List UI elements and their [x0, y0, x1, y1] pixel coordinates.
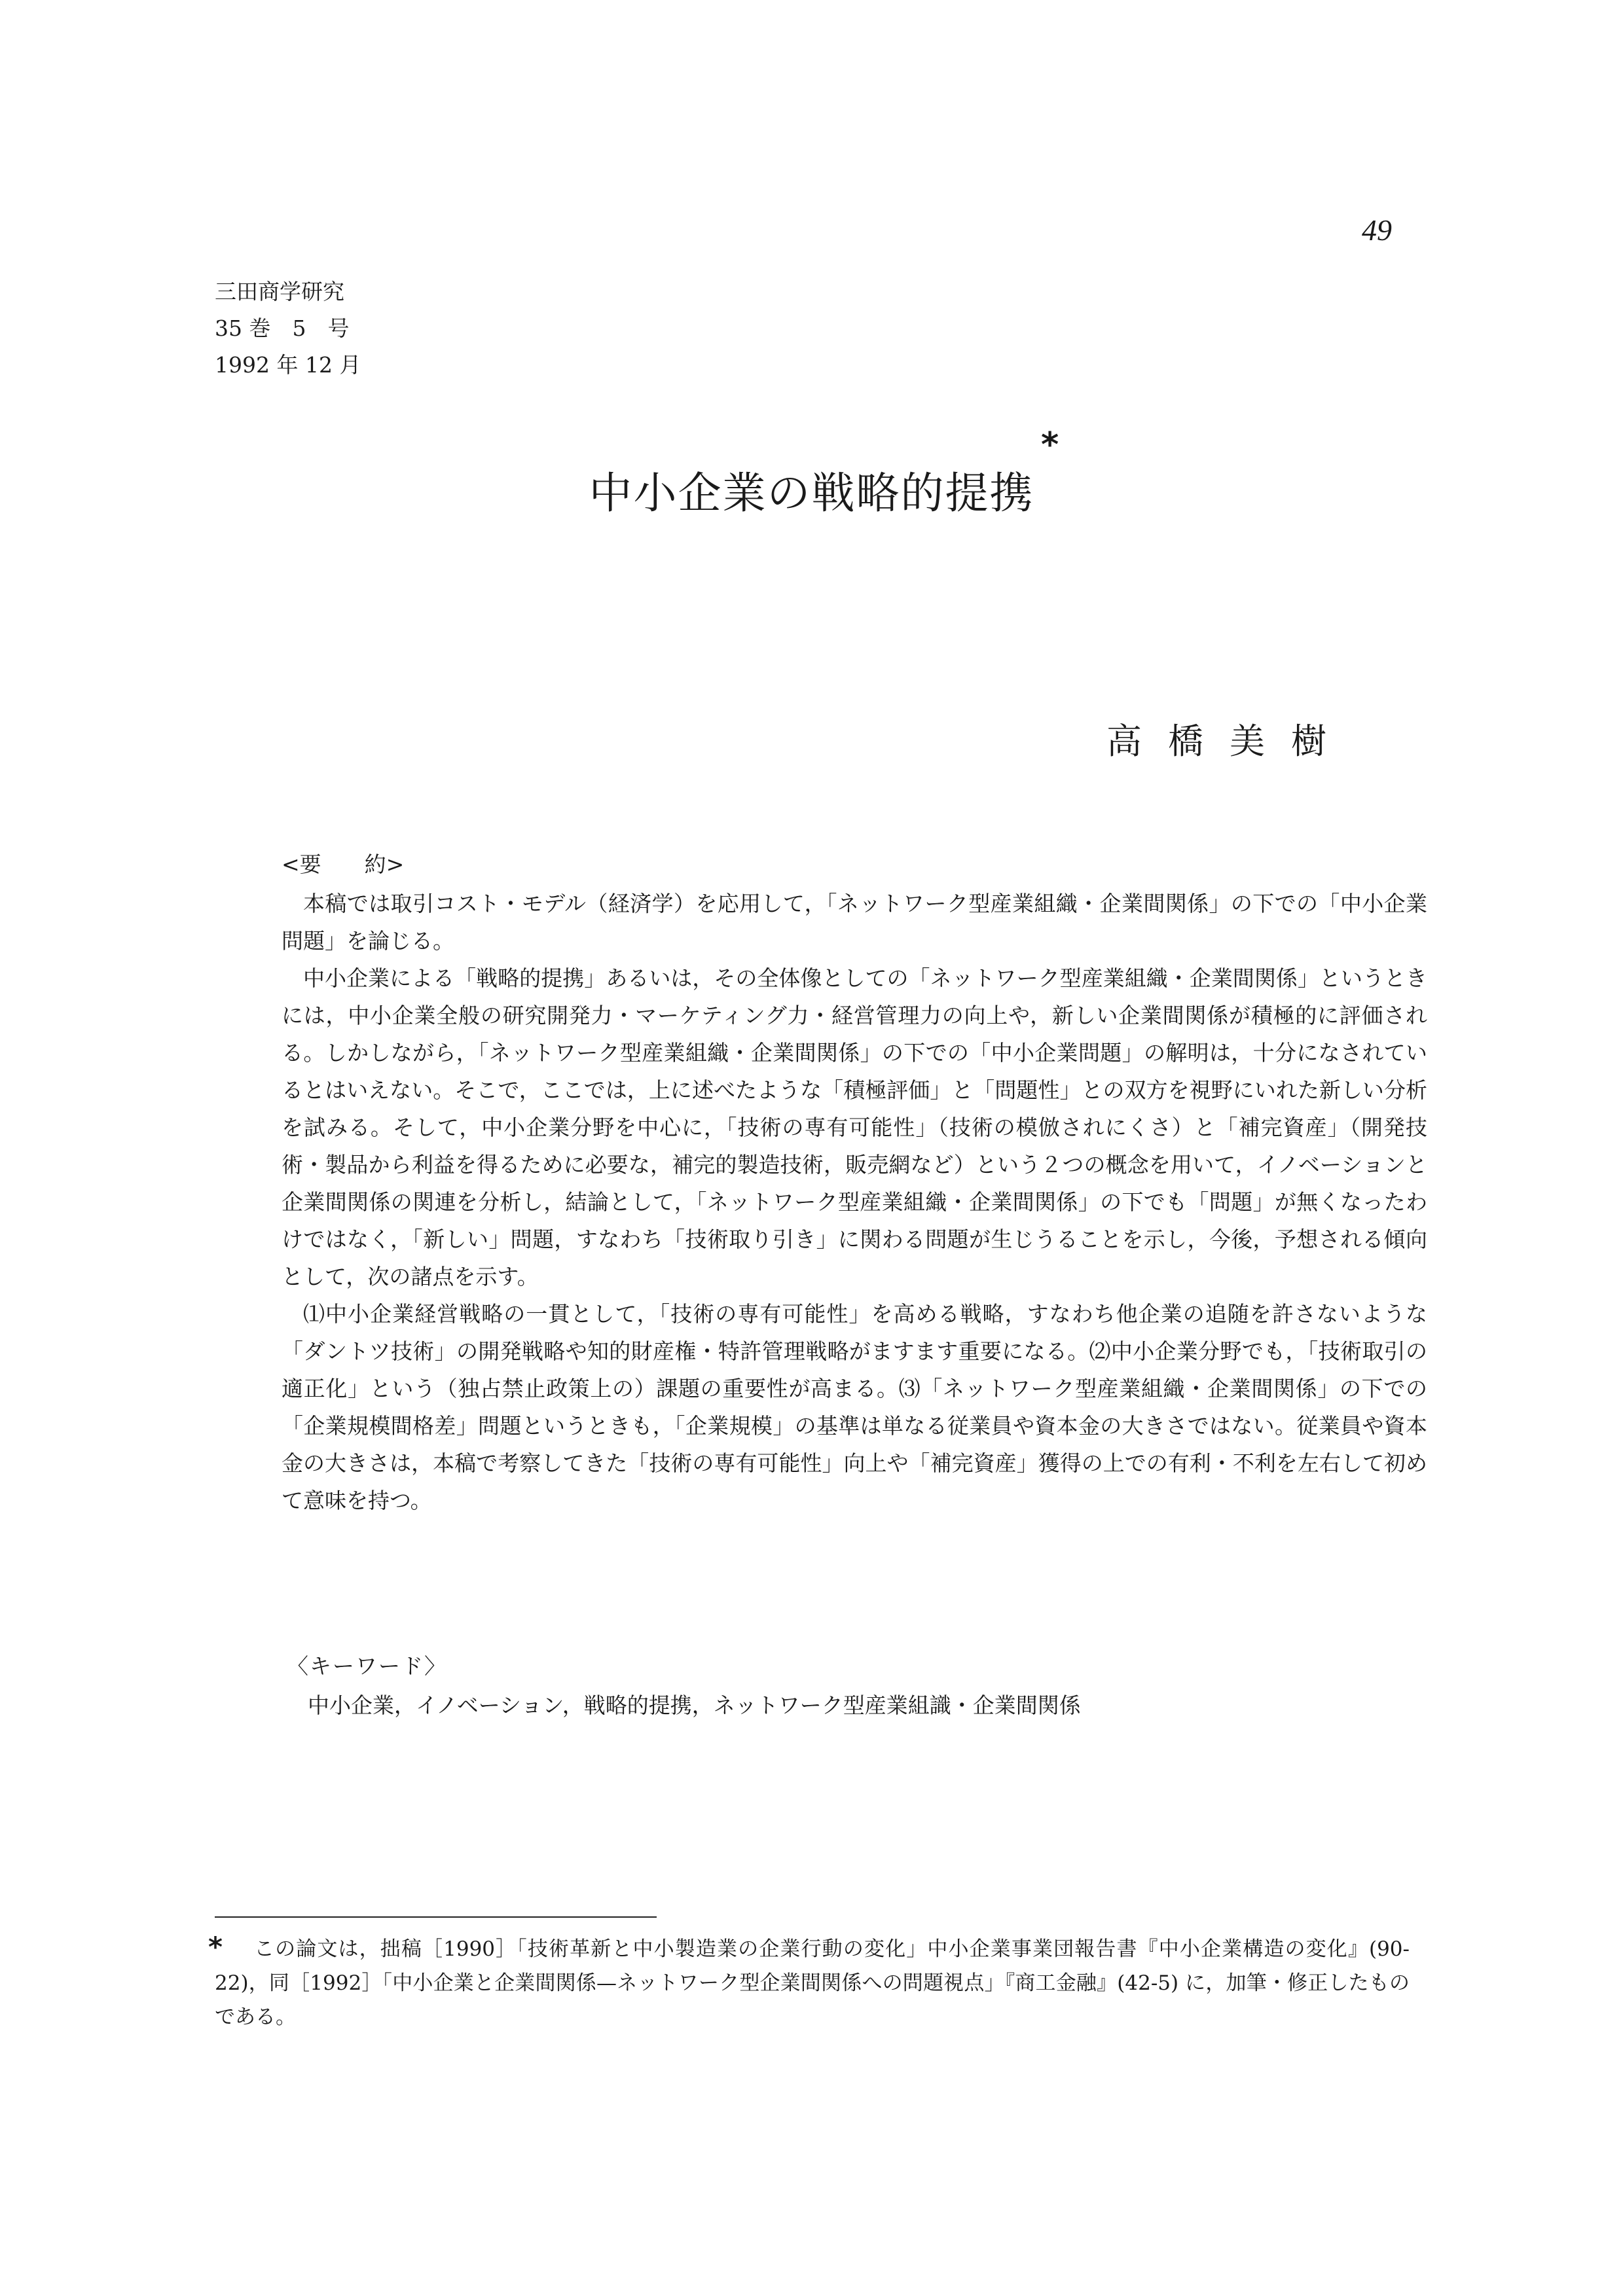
abstract-heading: <要 約> [282, 852, 405, 877]
journal-info [215, 274, 361, 384]
article-title: 中小企業の戦略的提携 [589, 468, 1034, 518]
journal-date: 1992 年 12 月 [215, 352, 361, 378]
title-footnote-mark: * [1041, 425, 1059, 465]
footnote-divider [215, 1916, 657, 1918]
author-name: 高橋美樹 [1106, 721, 1353, 762]
journal-name: 三田商学研究 [215, 279, 344, 304]
keywords-heading: 〈キーワード〉 [287, 1653, 447, 1679]
page-number: 49 [1362, 213, 1392, 247]
keywords-list: 中小企業，イノベーション，戦略的提携，ネットワーク型産業組識・企業間関係 [308, 1693, 1081, 1718]
journal-volume-issue: 35 巻 5 号 [215, 315, 350, 341]
abstract-paragraph: 本稿では取引コスト・モデル（経済学）を応用して，「ネットワーク型産業組織・企業間関係」の下での「中小企業問題」を論じる。 [282, 891, 1427, 954]
abstract-paragraph: ⑴中小企業経営戦略の一貫として，「技術の専有可能性」を高める戦略，すなわち他企業の追随を許さないような「ダントツ技術」の開発戦略や知的財産権・特許管理戦略がますます重要になる。⑵中小企業分野でも，「技術取引の適正化」という（独占禁止政策上の）課題の重要性が高まる。⑶「ネットワーク型産業組織・企業間関係」の下での「企業規模間格差」問題というときも，「企業規模」の基準は単なる従業員や資本金の大きさではない。従業員や資本金の大きさは，本稿で考察してきた「技術の専有可能性」向上や「補完資産」獲得の上での有利・不利を左右して初めて意味を持つ。 [282, 1301, 1428, 1513]
footnote-mark: * [208, 1931, 223, 1963]
abstract-body [282, 885, 1427, 1519]
abstract-paragraph: 中小企業による「戦略的提携」あるいは，その全体像としての「ネットワーク型産業組織・企業間関係」というときには，中小企業全般の研究開発力・マーケティング力・経営管理力の向上や，新しい企業間関係が積極的に評価される。しかしながら，「ネットワーク型産業組織・企業間関係」の下での「中小企業問題」の解明は，十分になされているとはいえない。そこで，ここでは，上に述べたような「積極評価」と「問題性」との双方を視野にいれた新しい分析を試みる。そして，中小企業分野を中心に，「技術の専有可能性」（技術の模倣されにくさ）と「補完資産」（開発技術・製品から利益を得るために必要な，補完的製造技術，販売網など）という２つの概念を用いて，イノベーションと企業間関係の関連を分析し，結論として，「ネットワーク型産業組織・企業間関係」の下でも「問題」が無くなったわけではなく，「新しい」問題，すなわち「技術取り引き」に関わる問題が生じうることを示し，今後，予想される傾向として，次の諸点を示す。 [282, 965, 1428, 1289]
footnote-text: この論文は，拙稿［1990］「技術革新と中小製造業の企業行動の変化」中小企業事業団報告書『中小企業構造の変化』(90-22)，同［1992］「中小企業と企業間関係—ネットワーク型企業間関係への問題視点」『商工金融』(42-5) に，加筆・修正したものである。 [215, 1937, 1410, 2029]
